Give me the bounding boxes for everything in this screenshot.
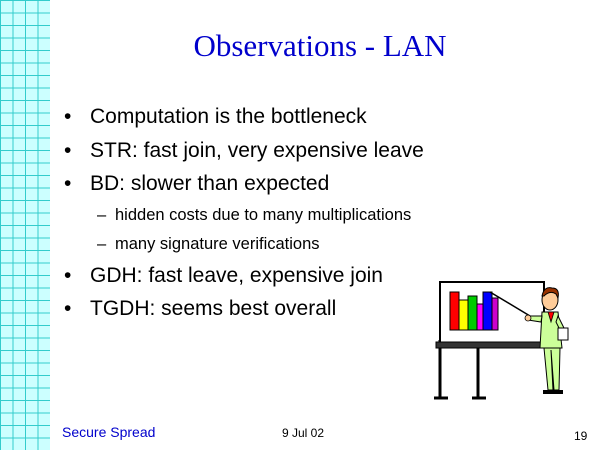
bullet-text: GDH: fast leave, expensive join (90, 264, 383, 287)
bullet-symbol: • (64, 105, 72, 128)
bullet-symbol: • (64, 172, 72, 195)
sub-bullet-item (97, 206, 411, 225)
sub-bullet-symbol: – (97, 235, 107, 253)
sub-bullet-symbol: – (97, 206, 107, 224)
page-number: 19 (574, 429, 588, 443)
bullet-symbol: • (64, 297, 72, 320)
footer-title: Secure Spread (62, 424, 156, 440)
bullet-text: Computation is the bottleneck (90, 105, 367, 128)
grid-decoration (0, 0, 50, 450)
bullet-item (64, 172, 329, 196)
bullet-item (64, 139, 424, 163)
bullet-item (64, 297, 336, 321)
bullet-symbol: • (64, 264, 72, 287)
sub-bullet-item (97, 235, 320, 254)
footer-date: 9 Jul 02 (282, 426, 325, 440)
bullet-text: TGDH: seems best overall (90, 297, 337, 320)
sub-bullet-text: hidden costs due to many multiplications (115, 206, 412, 224)
bullet-symbol: • (64, 139, 72, 162)
slide-title: Observations - LAN (193, 28, 447, 63)
bullet-text: STR: fast join, very expensive leave (90, 139, 424, 162)
bullet-item (64, 105, 367, 129)
bullet-item (64, 264, 383, 288)
sub-bullet-text: many signature verifications (115, 235, 320, 253)
presenter-with-bar-chart-icon (430, 270, 580, 400)
bullet-text: BD: slower than expected (90, 172, 330, 195)
